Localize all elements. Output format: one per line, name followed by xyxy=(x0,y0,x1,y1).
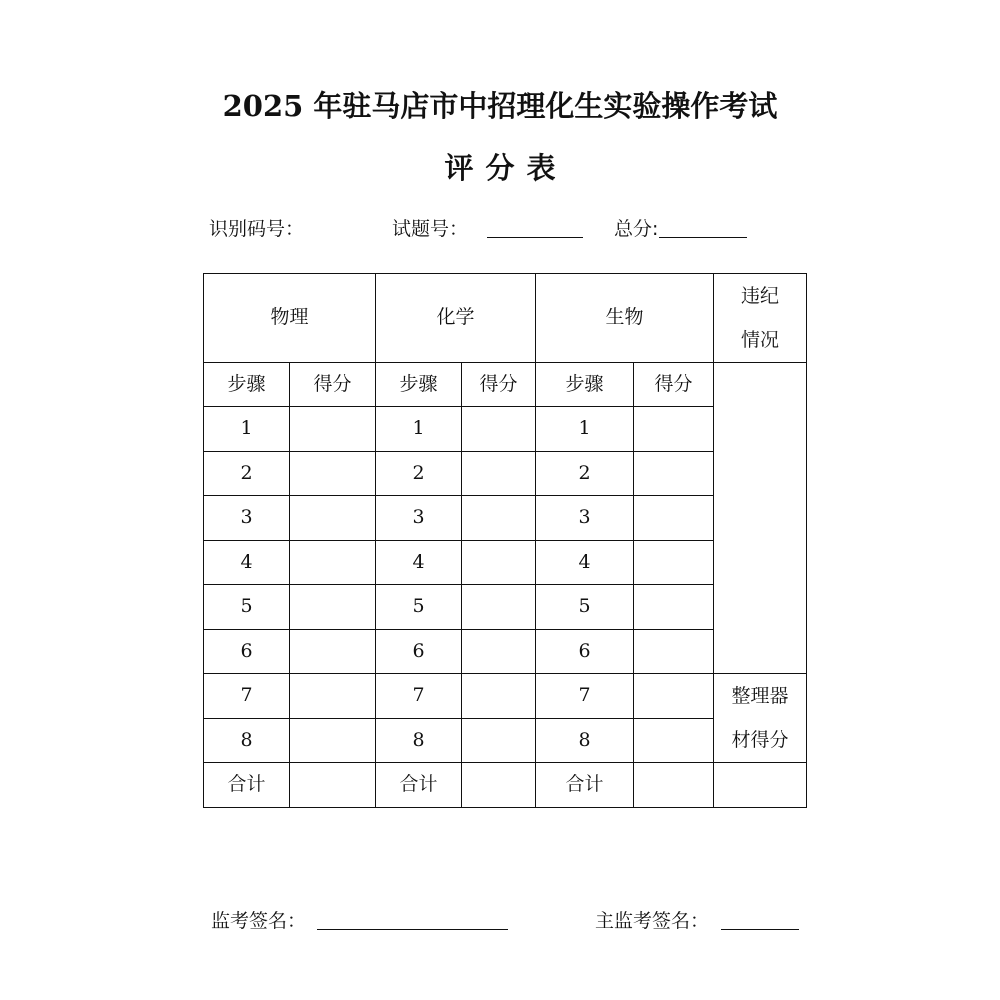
subject-header-physics: 物理 xyxy=(204,274,376,363)
total-score-blank[interactable] xyxy=(659,237,747,238)
total-score-cell[interactable] xyxy=(634,763,714,808)
score-cell[interactable] xyxy=(634,585,714,630)
score-header: 得分 xyxy=(634,363,714,407)
score-cell[interactable] xyxy=(462,452,536,496)
score-cell[interactable] xyxy=(462,674,536,719)
score-cell[interactable] xyxy=(634,452,714,496)
score-cell[interactable] xyxy=(634,496,714,541)
score-cell[interactable] xyxy=(634,674,714,719)
step-number: 1 xyxy=(204,407,290,452)
step-header: 步骤 xyxy=(204,363,290,407)
score-cell[interactable] xyxy=(634,719,714,763)
step-header: 步骤 xyxy=(536,363,634,407)
step-number: 8 xyxy=(536,719,634,763)
score-header: 得分 xyxy=(462,363,536,407)
proctor-signature-label: 监考签名： xyxy=(211,910,307,932)
score-cell[interactable] xyxy=(462,585,536,630)
step-number: 4 xyxy=(376,541,462,585)
subject-header-chemistry: 化学 xyxy=(376,274,536,363)
violation-header xyxy=(714,274,807,363)
step-number: 3 xyxy=(536,496,634,541)
score-table xyxy=(203,273,807,808)
step-number: 2 xyxy=(536,452,634,496)
step-number: 4 xyxy=(536,541,634,585)
chief-proctor-signature-label: 主监考签名： xyxy=(595,910,710,932)
step-number: 5 xyxy=(536,585,634,630)
score-cell[interactable] xyxy=(290,630,376,674)
score-cell[interactable] xyxy=(290,541,376,585)
id-number-label: 识别码号： xyxy=(209,218,305,240)
total-score-cell[interactable] xyxy=(462,763,536,808)
equipment-score-label xyxy=(714,674,807,763)
total-row-label: 合计 xyxy=(536,763,634,808)
step-number: 8 xyxy=(376,719,462,763)
violation-header-line-1: 违纪 xyxy=(741,285,780,307)
step-number: 7 xyxy=(204,674,290,719)
chief-proctor-signature-blank[interactable] xyxy=(721,929,799,930)
score-cell[interactable] xyxy=(634,630,714,674)
violation-header-line-2: 情况 xyxy=(741,329,780,351)
total-score-label: 总分: xyxy=(614,218,659,240)
page-title: 2025 年驻马店市中招理化生实验操作考试 xyxy=(222,89,778,123)
step-number: 6 xyxy=(204,630,290,674)
step-number: 2 xyxy=(204,452,290,496)
step-number: 2 xyxy=(376,452,462,496)
score-cell[interactable] xyxy=(290,452,376,496)
step-number: 5 xyxy=(204,585,290,630)
step-number: 1 xyxy=(376,407,462,452)
total-row-label: 合计 xyxy=(376,763,462,808)
score-cell[interactable] xyxy=(462,630,536,674)
score-cell[interactable] xyxy=(462,407,536,452)
score-header: 得分 xyxy=(290,363,376,407)
score-cell[interactable] xyxy=(290,496,376,541)
step-number: 6 xyxy=(376,630,462,674)
step-number: 8 xyxy=(204,719,290,763)
score-cell[interactable] xyxy=(634,407,714,452)
score-cell[interactable] xyxy=(290,719,376,763)
total-score-cell[interactable] xyxy=(290,763,376,808)
step-number: 7 xyxy=(536,674,634,719)
question-number-blank[interactable] xyxy=(487,237,583,238)
step-number: 5 xyxy=(376,585,462,630)
page-subtitle: 评分表 xyxy=(444,151,568,185)
subject-header-biology: 生物 xyxy=(536,274,714,363)
score-cell[interactable] xyxy=(290,407,376,452)
step-number: 3 xyxy=(204,496,290,541)
score-cell[interactable] xyxy=(462,541,536,585)
score-cell[interactable] xyxy=(462,719,536,763)
step-number: 7 xyxy=(376,674,462,719)
step-number: 3 xyxy=(376,496,462,541)
score-cell[interactable] xyxy=(634,541,714,585)
equipment-label-line-2: 材得分 xyxy=(731,729,789,751)
question-number-label: 试题号： xyxy=(392,218,469,240)
step-number: 6 xyxy=(536,630,634,674)
total-row-label: 合计 xyxy=(204,763,290,808)
step-header: 步骤 xyxy=(376,363,462,407)
score-cell[interactable] xyxy=(462,496,536,541)
score-cell[interactable] xyxy=(290,585,376,630)
equipment-score-cell[interactable] xyxy=(714,763,807,808)
score-cell[interactable] xyxy=(290,674,376,719)
violation-cell[interactable] xyxy=(714,363,807,674)
equipment-label-line-1: 整理器 xyxy=(731,685,789,707)
step-number: 4 xyxy=(204,541,290,585)
proctor-signature-blank[interactable] xyxy=(317,929,508,930)
step-number: 1 xyxy=(536,407,634,452)
